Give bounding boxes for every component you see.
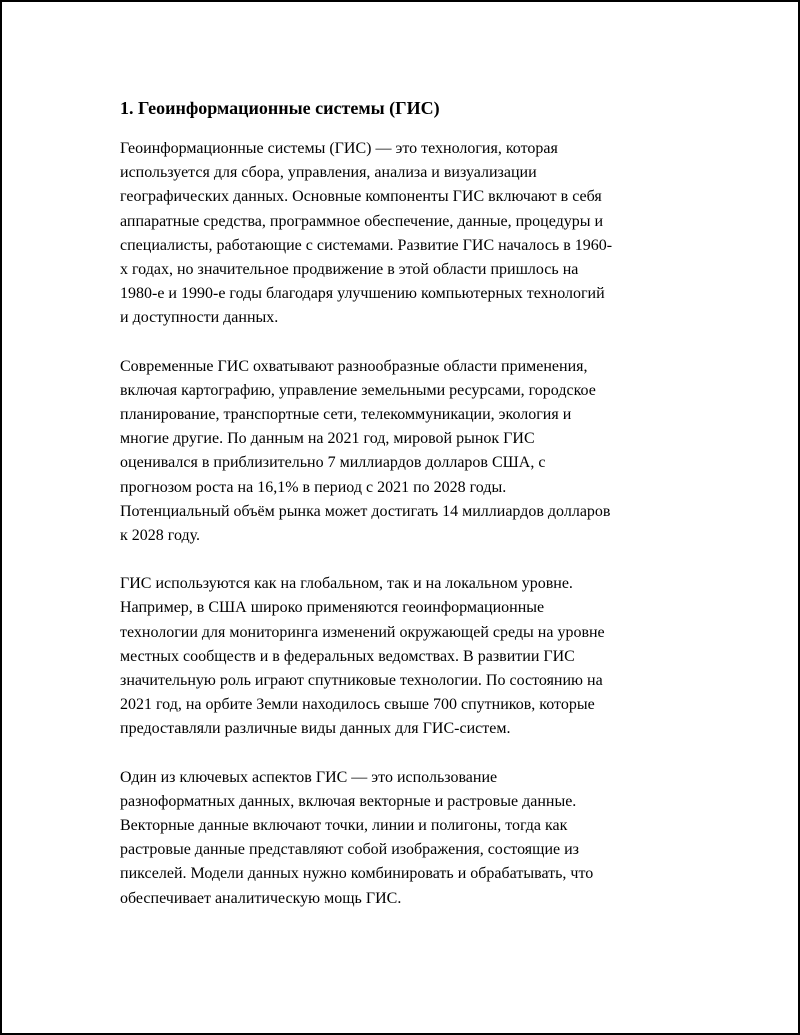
paragraph-line: ГИС используются как на глобальном, так и на локальном уровне. bbox=[120, 575, 573, 593]
paragraph-line: предоставляли различные виды данных для ГИС-систем. bbox=[120, 720, 511, 738]
paragraph-line: технологии для мониторинга изменений окружающей среды на уровне bbox=[120, 623, 605, 641]
paragraph-line: х годах, но значительное продвижение в этой области пришлось на bbox=[120, 261, 579, 279]
paragraph-line: прогнозом роста на 16,1% в период с 2021 по 2028 годы. bbox=[120, 478, 507, 496]
paragraph-line: аппаратные средства, программное обеспечение, данные, процедуры и bbox=[120, 212, 604, 230]
paragraph-line: обеспечивает аналитическую мощь ГИС. bbox=[120, 889, 402, 907]
paragraph-line: Геоинформационные системы (ГИС) — это технология, которая bbox=[120, 140, 558, 157]
paragraph-line: местных сообществ и в федеральных ведомствах. В развитии ГИС bbox=[120, 647, 575, 665]
paragraph-line: специалисты, работающие с системами. Развитие ГИС началось в 1960- bbox=[120, 236, 613, 254]
paragraph-line: Современные ГИС охватывают разнообразные области применения, bbox=[120, 357, 588, 375]
paragraph-line: Векторные данные включают точки, линии и полигоны, тогда как bbox=[120, 817, 568, 835]
paragraph-1 bbox=[120, 137, 690, 331]
paragraph-line: пикселей. Модели данных нужно комбинировать и обрабатывать, что bbox=[120, 865, 594, 883]
paragraph-line: к 2028 году. bbox=[120, 527, 201, 545]
paragraph-line: географических данных. Основные компоненты ГИС включают в себя bbox=[120, 188, 602, 206]
paragraph-line: многие другие. По данным на 2021 год, мировой рынок ГИС bbox=[120, 430, 535, 448]
paragraph-3 bbox=[120, 572, 690, 741]
paragraph-line: Например, в США широко применяются геоинформационные bbox=[120, 599, 545, 617]
paragraph-line: планирование, транспортные сети, телекоммуникации, экология и bbox=[120, 406, 572, 424]
paragraph-line: значительную роль играют спутниковые технологии. По состоянию на bbox=[120, 672, 603, 690]
paragraph-line: используется для сбора, управления, анализа и визуализации bbox=[120, 164, 537, 182]
paragraph-4 bbox=[120, 766, 690, 911]
paragraph-line: и доступности данных. bbox=[120, 309, 279, 327]
paragraph-line: включая картографию, управление земельными ресурсами, городское bbox=[120, 381, 596, 399]
paragraph-line: разноформатных данных, включая векторные и растровые данные. bbox=[120, 792, 577, 810]
paragraph-line: оценивался в приблизительно 7 миллиардов долларов США, с bbox=[120, 454, 546, 472]
section-heading: 1. Геоинформационные системы (ГИС) bbox=[120, 98, 440, 118]
paragraph-line: Один из ключевых аспектов ГИС — это использование bbox=[120, 768, 498, 786]
paragraph-line: 2021 год, на орбите Земли находилось свыше 700 спутников, которые bbox=[120, 696, 595, 714]
paragraph-line: растровые данные представляют собой изображения, состоящие из bbox=[120, 841, 579, 859]
document-content bbox=[120, 96, 690, 935]
paragraph-2 bbox=[120, 355, 690, 549]
paragraph-line: 1980-е и 1990-е годы благодаря улучшению компьютерных технологий bbox=[120, 285, 605, 303]
paragraph-line: Потенциальный объём рынка может достигать 14 миллиардов долларов bbox=[120, 502, 611, 520]
